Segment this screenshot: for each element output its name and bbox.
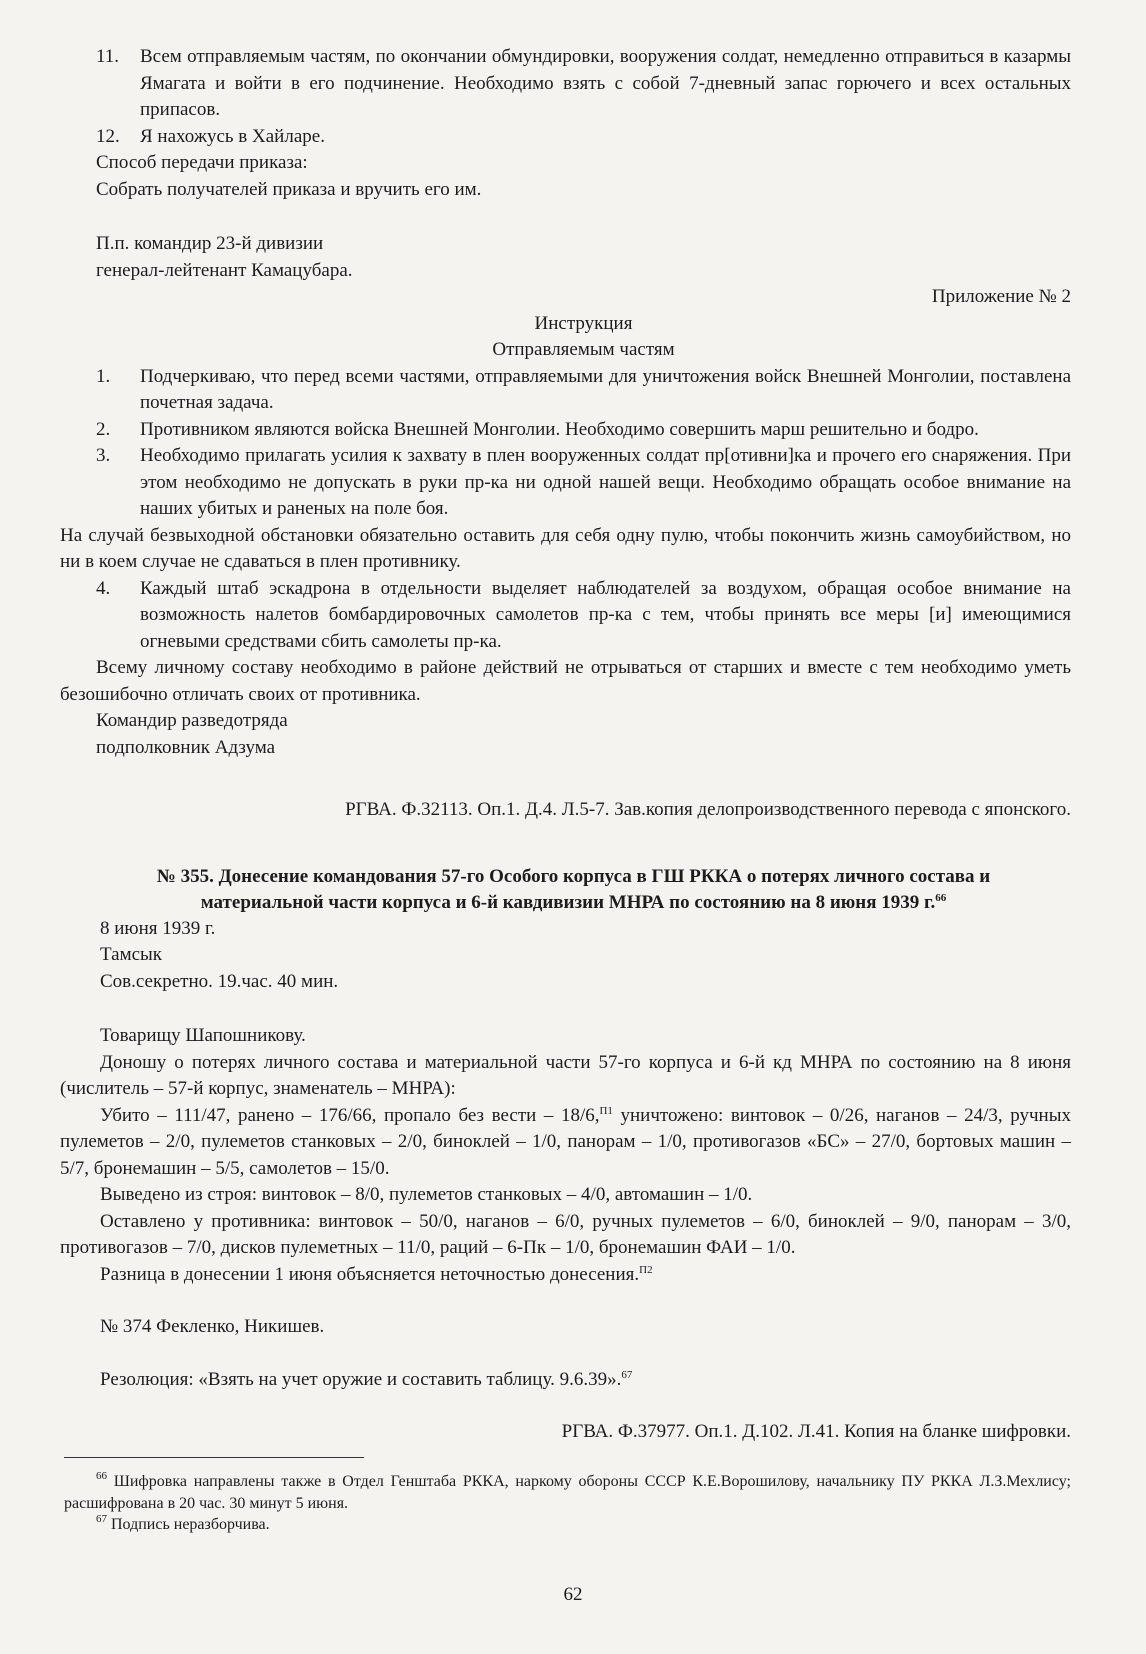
hopeless-situation-paragraph: На случай безвыходной обстановки обязательно оставить для себя одну пулю, чтобы покончить жизнь самоубийством, но ни в коем случае не сдаваться в плен противнику.	[60, 524, 1071, 572]
item-text: Я нахожусь в Хайларе.	[140, 125, 325, 147]
report-paragraph-2	[60, 1103, 1071, 1183]
instruction-subtitle: Отправляемым частям	[492, 339, 675, 360]
appendix-label: Приложение № 2	[931, 286, 1071, 307]
item-text: Каждый штаб эскадрона в отдельности выделяет наблюдателей за воздухом, обращая особое внимание на возможность налетов бомбардировочных самолетов пр-ка с тем, чтобы принять все меры [и] имеющимися огневыми средствами сбить самолеты пр-ка.	[140, 577, 1071, 652]
item-number: 3.	[96, 445, 111, 466]
report-paragraph-4: Оставлено у противника: винтовок – 50/0, наганов – 6/0, ручных пулеметов – 6/0, биноклей – 9/0, панорам – 3/0, противогазов – 7/0, дисков пулеметных – 11/0, раций – 6-Пк – 1/0, бронемашин ФАИ – 1/0.	[60, 1210, 1071, 1258]
doc-place: Тамсык	[100, 944, 163, 965]
order-item-11	[96, 44, 1071, 124]
document-355-meta	[96, 916, 1071, 996]
report-paragraph-1: Доношу о потерях личного состава и материальной части 57-го корпуса и 6-й кд МНРА по состоянию на 8 июня (числитель – 57-й корпус, знаменатель – МНРА):	[60, 1051, 1071, 1099]
instruction-item-3	[96, 443, 1071, 523]
signature-commander-name: генерал-лейтенант Камацубара.	[96, 259, 353, 281]
heading-text: № 355. Донесение командования 57-го Особого корпуса в ГШ РККА о потерях личного состава и материальной части корпуса и 6-й кавдивизии МНРА по состоянию на 8 июня 1939 г.	[156, 865, 991, 913]
item-text: Необходимо прилагать усилия к захвату в плен вооруженных солдат пр[отивни]ка и прочего его снаряжения. При этом необходимо не допускать в руки пр-ка ни одной нашей вещи. Необходимо обращать особое внимание на наших убитых и раненых на поле боя.	[140, 445, 1071, 519]
item-number: 11.	[96, 46, 120, 67]
destroyed-text: уничтожено: винтовок – 0/26, наганов – 24/3, ручных пулеметов – 2/0, пулеметов станковых – 2/0, биноклей – 1/0, панорам – 1/0, противогазов «БС» – 27/0, бортовых машин – 5/7, бронемашин – 5/5, самолетов – 15/0.	[60, 1104, 1071, 1179]
footnote-ref-p2: П2	[639, 1263, 653, 1276]
footnote-mark: 67	[96, 1513, 107, 1525]
instruction-title: Инструкция	[534, 312, 633, 334]
doc-date: 8 июня 1939 г.	[100, 917, 216, 939]
archive-reference-2: РГВА. Ф.37977. Оп.1. Д.102. Л.41. Копия на бланке шифровки.	[561, 1421, 1071, 1442]
signature-commander-title: П.п. командир 23-й дивизии	[96, 233, 324, 254]
footnote-text: Подпись неразборчива.	[107, 1516, 270, 1533]
transfer-method-label: Способ передачи приказа:	[96, 152, 308, 173]
item-number: 12.	[96, 125, 120, 147]
footnote-66	[64, 1471, 1071, 1514]
footnote-67	[64, 1514, 1071, 1536]
doc-resolution	[96, 1367, 1071, 1394]
document-page	[60, 44, 1071, 1446]
page-number: 62	[563, 1584, 583, 1605]
signature-recon-title: Командир разведотряда	[96, 710, 288, 731]
doc-addressee: Товарищу Шапошникову.	[100, 1025, 306, 1046]
report-paragraph-5	[60, 1262, 1071, 1289]
item-text: Всем отправляемым частям, по окончании обмундировки, вооружения солдат, немедленно отправиться в казармы Ямагата и войти в его подчинение. Необходимо взять с собой 7-дневный запас горючего и всех остальных припасов.	[140, 46, 1071, 120]
instruction-item-4	[96, 576, 1071, 656]
report-paragraph-3: Выведено из строя: винтовок – 8/0, пулеметов станковых – 4/0, автомашин – 1/0.	[100, 1184, 753, 1205]
order-item-12	[96, 124, 1071, 151]
item-number: 2.	[96, 418, 111, 440]
instruction-item-2	[96, 417, 1071, 444]
doc-signed-by: № 374 Фекленко, Никишев.	[100, 1316, 325, 1337]
difference-text: Разница в донесении 1 июня объясняется неточностью донесения.	[100, 1263, 640, 1285]
footnote-ref-66: 66	[935, 891, 947, 904]
footnote-mark: 66	[96, 1470, 107, 1482]
item-text: Противником являются войска Внешней Монголии. Необходимо совершить марш решительно и бодро.	[140, 418, 979, 440]
item-number: 4.	[96, 577, 111, 599]
footnote-ref-p1: П1	[599, 1104, 613, 1117]
resolution-text: Резолюция: «Взять на учет оружие и составить таблицу. 9.6.39».	[100, 1368, 622, 1390]
footnote-divider	[64, 1457, 364, 1458]
personnel-paragraph: Всему личному составу необходимо в районе действий не отрываться от старших и вместе с тем необходимо уметь безошибочно отличать своих от противника.	[60, 657, 1071, 705]
archive-reference-1: РГВА. Ф.32113. Оп.1. Д.4. Л.5-7. Зав.копия делопроизводственного перевода с японского.	[345, 799, 1071, 820]
doc-classification: Сов.секретно. 19.час. 40 мин.	[100, 970, 339, 992]
item-text: Подчеркиваю, что перед всеми частями, отправляемыми для уничтожения войск Внешней Монголии, поставлена почетная задача.	[140, 365, 1071, 413]
losses-text: Убито – 111/47, ранено – 176/66, пропало без вести – 18/6,	[100, 1104, 600, 1126]
item-number: 1.	[96, 365, 111, 387]
footnotes	[64, 1471, 1071, 1536]
signature-recon-name: подполковник Адзума	[96, 736, 276, 758]
footnote-ref-67: 67	[621, 1368, 633, 1381]
instruction-item-1	[96, 364, 1071, 417]
footnote-text: Шифровка направлены также в Отдел Генштаба РККА, наркому обороны СССР К.Е.Ворошилову, начальнику ПУ РККА Л.З.Мехлису; расшифрована в 20 час. 30 минут 5 июня.	[64, 1473, 1071, 1512]
document-355-heading	[96, 864, 1071, 916]
transfer-method-text: Собрать получателей приказа и вручить его им.	[96, 178, 482, 200]
